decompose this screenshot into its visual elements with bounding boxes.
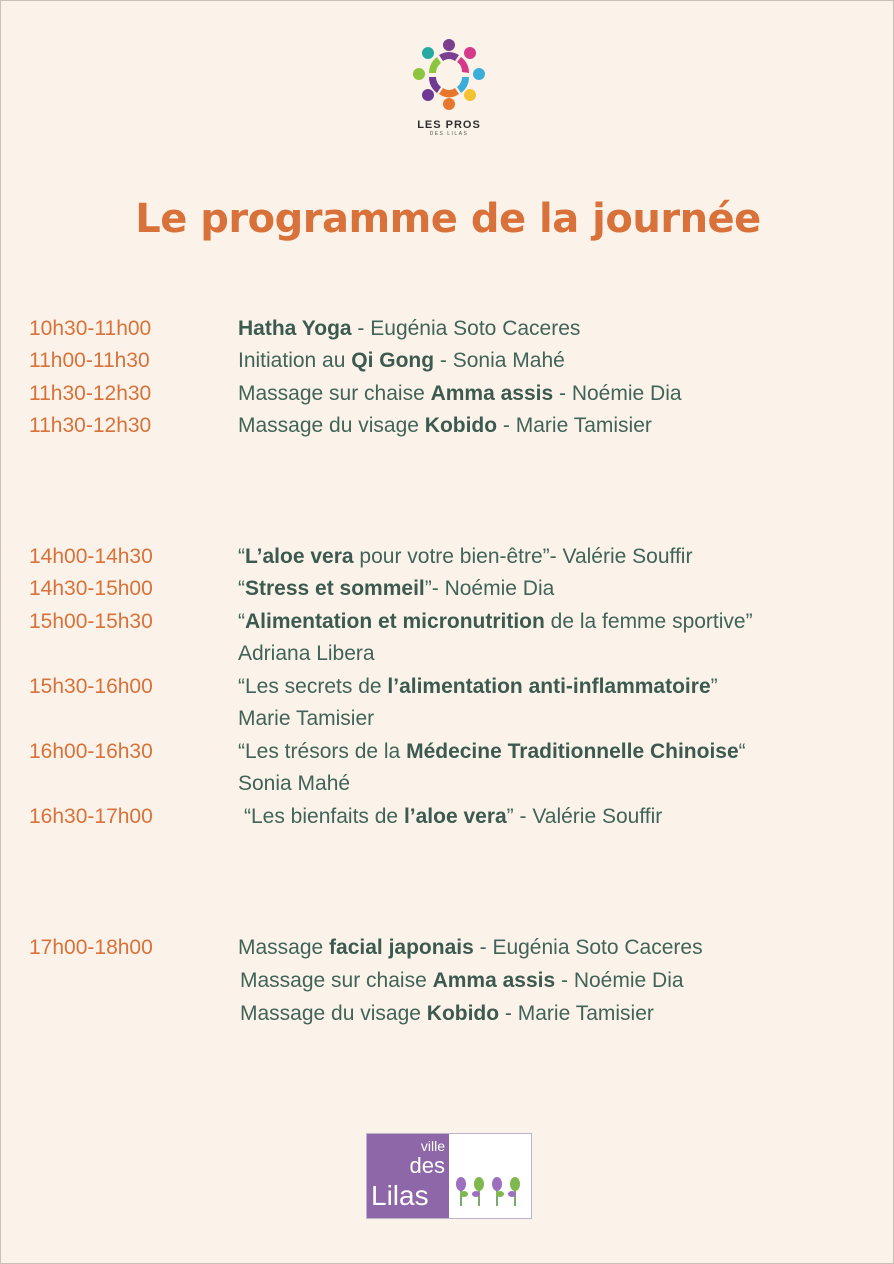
schedule-row	[1, 541, 894, 573]
schedule-description	[238, 573, 554, 605]
logo-line-lilas: Lilas	[371, 1180, 429, 1211]
description-text: Massage sur chaise	[238, 382, 431, 405]
description-text: “Les trésors de la	[238, 740, 407, 763]
schedule-description	[238, 410, 652, 442]
highlight-text: Amma assis	[432, 969, 556, 992]
description-text: - Marie Tamisier	[499, 1002, 654, 1025]
schedule-time: 15h00-15h30	[29, 610, 153, 633]
description-text: “	[238, 610, 245, 633]
lilac-flowers-icon	[451, 1172, 529, 1212]
description-text: “Les secrets de	[238, 675, 388, 698]
schedule-row	[1, 638, 894, 670]
description-text: Massage sur chaise	[240, 969, 433, 992]
highlight-text: Qi Gong	[351, 349, 435, 372]
logo-line-des: des	[409, 1153, 445, 1178]
highlight-text: Stress et sommeil	[245, 577, 425, 600]
highlight-text: Kobido	[426, 1002, 500, 1025]
schedule-row	[1, 410, 894, 442]
description-text: “Les bienfaits de	[244, 805, 404, 828]
highlight-text: L’aloe vera	[245, 545, 354, 568]
description-text: Initiation au	[238, 349, 352, 372]
schedule-description	[238, 638, 375, 670]
schedule-description	[238, 736, 746, 768]
schedule-row	[1, 313, 894, 345]
schedule-time: 14h00-14h30	[29, 545, 153, 568]
brand-subtitle: DES LILAS	[429, 131, 469, 137]
schedule-row	[1, 378, 894, 410]
schedule-time: 11h30-12h30	[29, 414, 152, 437]
schedule-description	[238, 703, 374, 735]
schedule-time: 10h30-11h00	[29, 317, 152, 340]
schedule-description	[238, 541, 692, 573]
description-text: - Marie Tamisier	[497, 414, 652, 437]
schedule-row	[1, 801, 894, 833]
schedule-row	[1, 573, 894, 605]
description-text: Massage du visage	[240, 1002, 427, 1025]
schedule-time: 17h00-18h00	[29, 936, 153, 959]
description-text: Massage du visage	[238, 414, 425, 437]
description-text: - Noémie Dia	[555, 969, 684, 992]
highlight-text: Amma assis	[430, 382, 554, 405]
schedule-description	[238, 671, 718, 703]
les-pros-logo	[409, 35, 489, 141]
description-text: “	[238, 577, 245, 600]
description-text: “	[238, 545, 245, 568]
people-circle-icon	[409, 35, 489, 115]
schedule-description	[240, 965, 684, 997]
schedule-time: 14h30-15h00	[29, 577, 153, 600]
schedule-row	[1, 965, 894, 997]
schedule-description	[238, 606, 753, 638]
schedule-time: 15h30-16h00	[29, 675, 153, 698]
schedule-row	[1, 932, 894, 964]
description-text: Sonia Mahé	[238, 772, 351, 795]
description-text: Massage	[238, 936, 330, 959]
ville-des-lilas-logo	[366, 1133, 532, 1219]
brand-name: LES PROS	[417, 119, 481, 131]
logo-line-ville: ville	[420, 1138, 445, 1154]
logo-text-block	[367, 1134, 449, 1218]
highlight-text: Alimentation et micronutrition	[245, 610, 545, 633]
page-title: Le programme de la journée	[135, 196, 761, 242]
schedule-description	[238, 345, 565, 377]
description-text: pour votre bien-être”- Valérie Souffir	[353, 545, 693, 568]
schedule-row	[1, 998, 894, 1030]
highlight-text: l’alimentation anti-inflammatoire	[387, 675, 711, 698]
highlight-text: facial japonais	[329, 936, 474, 959]
schedule-row	[1, 736, 894, 768]
description-text: ”- Noémie Dia	[424, 577, 555, 600]
highlight-text: Hatha Yoga	[238, 317, 352, 340]
schedule-description	[240, 998, 654, 1030]
highlight-text: Médecine Traditionnelle Chinoise	[406, 740, 739, 763]
schedule-row	[1, 671, 894, 703]
schedule-time: 16h30-17h00	[29, 805, 153, 828]
highlight-text: Kobido	[424, 414, 498, 437]
description-text: - Noémie Dia	[553, 382, 682, 405]
schedule-description	[238, 768, 350, 800]
description-text: - Sonia Mahé	[434, 349, 565, 372]
highlight-text: l’aloe vera	[403, 805, 507, 828]
schedule-row	[1, 768, 894, 800]
description-text: Adriana Libera	[238, 642, 375, 665]
description-text: ” - Valérie Souffir	[506, 805, 663, 828]
schedule-description	[238, 932, 703, 964]
schedule-description	[244, 801, 662, 833]
description-text: - Eugénia Soto Caceres	[473, 936, 703, 959]
schedule-row	[1, 345, 894, 377]
description-text: de la femme sportive”	[544, 610, 753, 633]
schedule-time: 16h00-16h30	[29, 740, 153, 763]
schedule-time: 11h00-11h30	[29, 349, 150, 372]
schedule-row	[1, 703, 894, 735]
description-text: - Eugénia Soto Caceres	[351, 317, 581, 340]
description-text: ”	[710, 675, 718, 698]
schedule-row	[1, 606, 894, 638]
description-text: Marie Tamisier	[238, 707, 375, 730]
schedule-description	[238, 313, 580, 345]
schedule-description	[238, 378, 682, 410]
schedule-time: 11h30-12h30	[29, 382, 152, 405]
description-text: “	[738, 740, 746, 763]
